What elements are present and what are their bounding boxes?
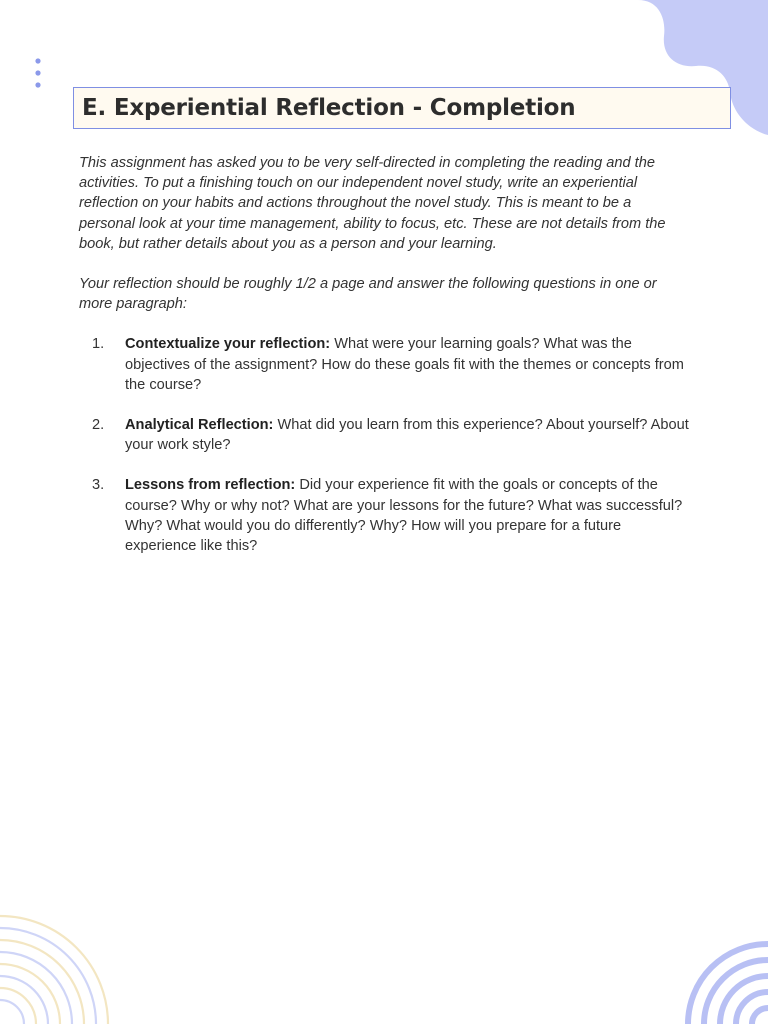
title-box [73,87,731,129]
list-number: 2. [92,417,105,434]
decorative-arcs-right [678,939,768,1024]
question-heading: Analytical Reflection: [125,417,274,434]
vertical-dots-icon [35,58,41,90]
question-text [125,475,691,556]
list-item [79,475,691,556]
question-list [79,334,691,556]
question-heading: Contextualize your reflection: [125,336,331,353]
list-item [79,334,691,395]
question-heading: Lessons from reflection: [125,477,296,494]
question-text [125,415,691,455]
intro-paragraph: This assignment has asked you to be very self-directed in completing the reading and the activities. To put a finishing touch on our independent novel study, write an experiential reflection on your habits and actions throughout the novel study. This is meant to be a personal look at your time management, ability to focus, etc. These are not details from the book, but rather details about you as a person and your learning. [79,155,666,252]
question-body: What did you learn from this experience? About yourself? About your work style? [125,417,689,454]
instructions-paragraph: Your reflection should be roughly 1/2 a page and answer the following questions in one or more paragraph: [79,276,657,313]
page-title: E. Experiential Reflection - Completion [82,95,576,121]
list-number: 1. [92,336,105,353]
list-number: 3. [92,477,105,494]
question-body: What were your learning goals? What was the objectives of the assignment? How do these goals fit with the themes or concepts from the course? [125,336,684,393]
content-area [79,153,691,576]
question-text [125,334,691,395]
decorative-arcs-left [0,914,120,1024]
list-item [79,415,691,455]
question-body: Did your experience fit with the goals or concepts of the course? Why or why not? What are your lessons for the future? What was successful? Why? What would you do differently? Why? How will you prepare for a future experience like this? [125,477,683,555]
